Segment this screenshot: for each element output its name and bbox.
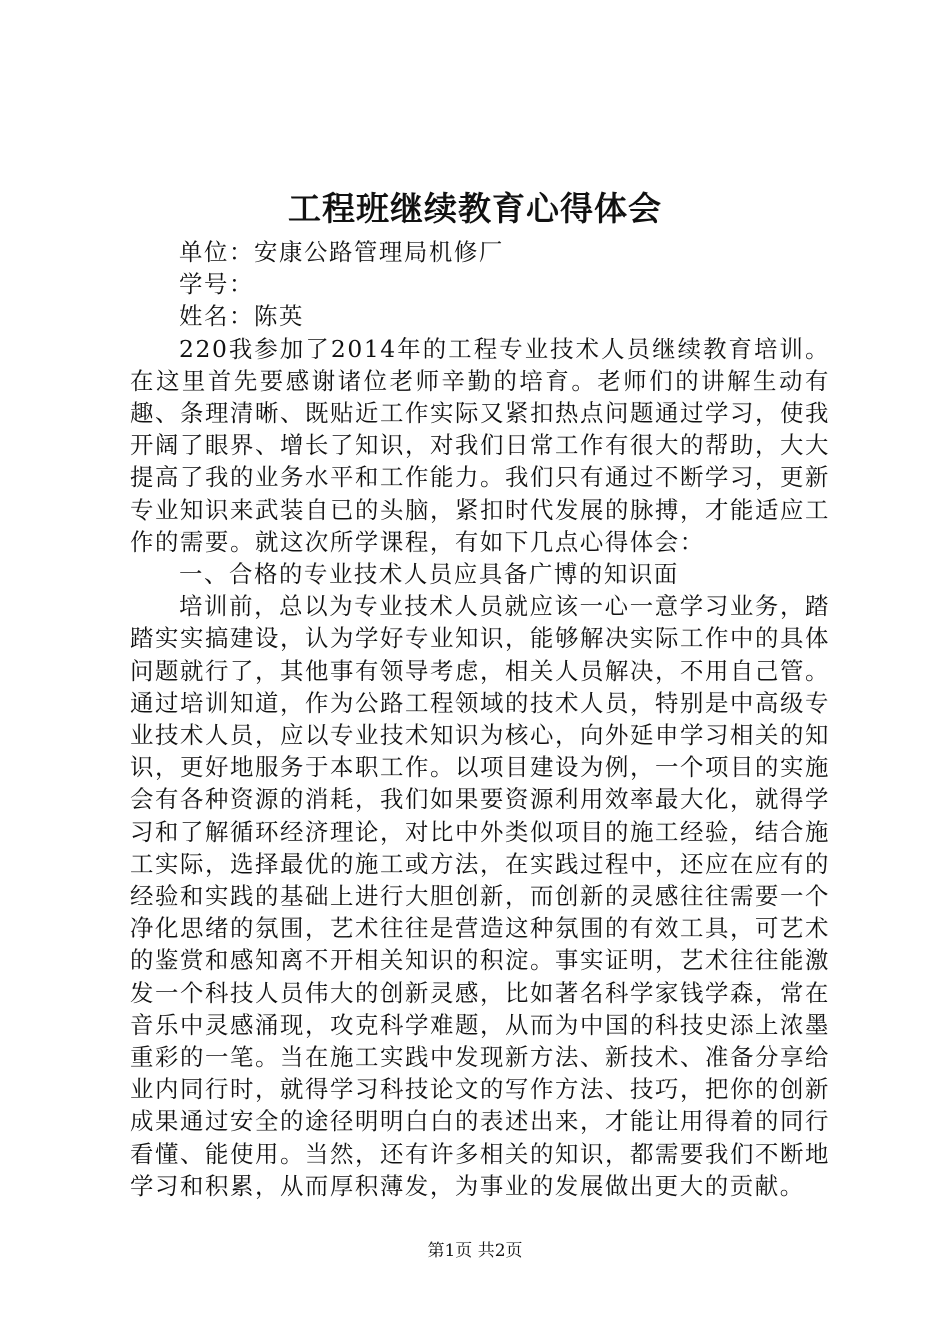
- student-id-line: 学号：: [179, 270, 254, 299]
- document-body: [130, 236, 830, 1202]
- section-heading: 一、合格的专业技术人员应具备广博的知识面: [179, 560, 679, 589]
- paragraph-knowledge: 培训前，总以为专业技术人员就应该一心一意学习业务，踏踏实实搞建设，认为学好专业知识，能够解决实际工作中的具体问题就行了，其他事有领导考虑，相关人员解决，不用自己管。通过培训知道，作为公路工程领域的技术人员，特别是中高级专业技术人员，应以专业技术知识为核心，向外延申学习相关的知识，更好地服务于本职工作。以项目建设为例，一个项目的实施会有各种资源的消耗，我们如果要资源利用效率最大化，就得学习和了解循环经济理论，对比中外类似项目的施工经验，结合施工实际，选择最优的施工或方法，在实践过程中，还应在应有的经验和实践的基础上进行大胆创新，而创新的灵感往往需要一个净化思绪的氛围，艺术往往是营造这种氛围的有效工具，可艺术的鉴赏和感知离不开相关知识的积淀。事实证明，艺术往往能激发一个科技人员伟大的创新灵感，比如著名科学家钱学森，常在音乐中灵感涌现，攻克科学难题，从而为中国的科技史添上浓墨重彩的一笔。当在施工实践中发现新方法、新技术、准备分享给业内同行时，就得学习科技论文的写作方法、技巧，把你的创新成果通过安全的途径明明白白的表述出来，才能让用得着的同行看懂、能使用。当然，还有许多相关的知识，都需要我们不断地学习和积累，从而厚积薄发，为事业的发展做出更大的贡献。: [130, 592, 830, 1200]
- name-line: 姓名：陈英: [179, 302, 304, 331]
- paragraph-intro: 220我参加了2014年的工程专业技术人员继续教育培训。在这里首先要感谢诸位老师辛勤的培育。老师们的讲解生动有趣、条理清晰、既贴近工作实际又紧扣热点问题通过学习，使我开阔了眼界、增长了知识，对我们日常工作有很大的帮助，大大提高了我的业务水平和工作能力。我们只有通过不断学习，更新专业知识来武装自已的头脑，紧扣时代发展的脉搏，才能适应工作的需要。就这次所学课程，有如下几点心得体会：: [130, 334, 830, 556]
- page-footer: 第1页 共2页: [427, 1241, 523, 1261]
- unit-line: 单位：安康公路管理局机修厂: [179, 238, 504, 266]
- document-title: 工程班继续教育心得体会: [288, 189, 662, 228]
